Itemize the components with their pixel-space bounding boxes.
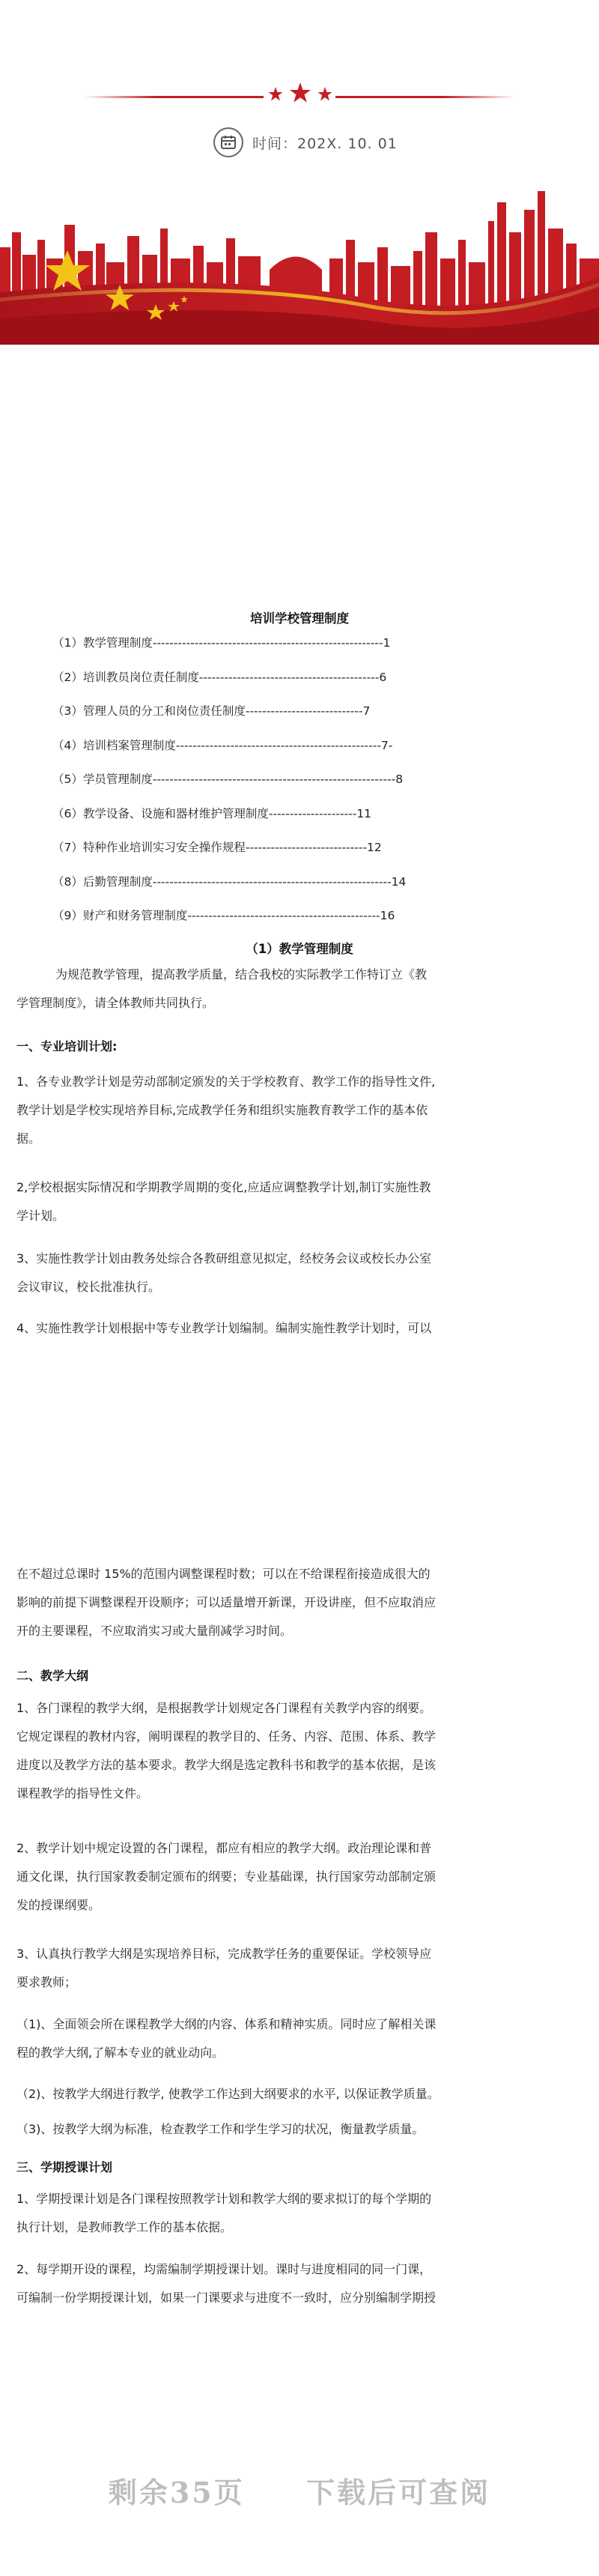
toc-item: （6）教学设备、设施和器材维护管理制度---------------------11	[52, 806, 372, 820]
paragraph-line: 开的主要课程，不应取消实习或大量削减学习时间。	[16, 1624, 293, 1638]
download-hint-label: 下载后可查阅	[306, 2476, 491, 2509]
toc-item: （2）培训教员岗位责任制度-------------------------------------------6	[52, 670, 387, 684]
paragraph-10	[16, 2115, 583, 2144]
footer-download-prompt	[0, 2470, 599, 2511]
paragraph-line: 通文化课，执行国家教委制定颁布的纲要；专业基础课，执行国家劳动部制定颁	[16, 1869, 437, 1884]
document-title: 培训学校管理制度	[250, 611, 349, 626]
paragraph-2	[16, 1173, 583, 1230]
paragraph-line: 会议审议，校长批准执行。	[16, 1280, 161, 1294]
paragraph-line: 它规定课程的教材内容，阐明课程的教学目的、任务、内容、范围、体系、教学	[16, 1729, 437, 1744]
heading-syllabus: 二、教学大纲	[16, 1669, 89, 1683]
skyline-banner	[0, 187, 599, 345]
paragraph-line: 2、每学期开设的课程，均需编制学期授课计划。课时与进度相同的同一门课，	[16, 2262, 432, 2276]
paragraph-3	[16, 1245, 583, 1301]
paragraph-line: 要求教师；	[16, 1975, 77, 1989]
paragraph-line: 程的教学大纲,了解本专业的就业动向。	[16, 2046, 225, 2060]
paragraph-1	[16, 1068, 583, 1153]
paragraph-9	[16, 2080, 583, 2108]
paragraph-line: 执行计划，是教师教学工作的基本依据。	[16, 2220, 233, 2234]
time-row	[213, 126, 398, 159]
paragraph-11	[16, 2185, 583, 2242]
paragraph-line: 课程教学的指导性文件。	[16, 1786, 149, 1801]
heading-training-plan: 一、专业培训计划:	[16, 1039, 118, 1053]
toc-item: （3）管理人员的分工和岗位责任制度----------------------------7	[52, 704, 371, 718]
paragraph-line: 学管理制度》，请全体教师共同执行。	[16, 996, 215, 1010]
paragraph-line: 1、各专业教学计划是劳动部制定颁发的关于学校教育、教学工作的指导性文件,	[16, 1074, 436, 1089]
header-divider-right	[335, 96, 515, 98]
paragraph-line: 3、实施性教学计划由教务处综合各教研组意见拟定，经校务会议或校长办公室	[16, 1251, 432, 1266]
intro-paragraph	[16, 961, 583, 1018]
paragraph-line: 据。	[16, 1131, 41, 1146]
paragraph-line: 在不超过总课时 15%的范围内调整课程时数；可以在不给课程衔接造成很大的	[16, 1567, 431, 1581]
paragraph-line: （3)、按教学大纲为标准，检查教学工作和学生学习的状况，衡量教学质量。	[16, 2122, 425, 2136]
toc-item: （9）财产和财务管理制度----------------------------------------------16	[52, 909, 395, 922]
remaining-pages-label: 剩余35页	[108, 2476, 245, 2509]
paragraph-12	[16, 2255, 583, 2312]
toc-item: （1）教学管理制度-------------------------------------------------------1	[52, 636, 391, 650]
paragraph-line: （1)、全面领会所在课程教学大纲的内容、体系和精神实质。同时应了解相关课	[16, 2017, 437, 2031]
paragraph-7	[16, 1940, 583, 1997]
header-divider-left	[84, 96, 264, 98]
heading-semester-plan: 三、学期授课计划	[16, 2160, 113, 2174]
paragraph-line: 为规范教学管理，提高教学质量，结合我校的实际教学工作特订立《教	[55, 967, 428, 982]
paragraph-6	[16, 1834, 583, 1920]
paragraph-line: 教学计划是学校实现培养目标,完成教学任务和组织实施教育教学工作的基本依	[16, 1103, 428, 1117]
paragraph-line: 学计划。	[16, 1209, 65, 1223]
toc-item: （5）学员管理制度----------------------------------------------------------8	[52, 773, 404, 786]
paragraph-4	[16, 1314, 583, 1343]
toc-item: （4）培训档案管理制度-------------------------------------------------7-	[52, 738, 393, 752]
paragraph-8	[16, 2010, 583, 2067]
calendar-icon	[213, 127, 243, 157]
paragraph-line: 4、实施性教学计划根据中等专业教学计划编制。编制实施性教学计划时，可以	[16, 1321, 432, 1335]
section-title: （1）教学管理制度	[246, 942, 353, 956]
paragraph-line: 3、认真执行教学大纲是实现培养目标，完成教学任务的重要保证。学校领导应	[16, 1947, 432, 1961]
paragraph-line: 1、各门课程的教学大纲，是根据教学计划规定各门课程有关教学内容的纲要。	[16, 1701, 432, 1715]
paragraph-line: 2,学校根据实际情况和学期教学周期的变化,应适应调整教学计划,制订实施性教	[16, 1180, 431, 1194]
paragraph-line: 2、教学计划中规定设置的各门课程，都应有相应的教学大纲。政治理论课和普	[16, 1841, 432, 1855]
paragraph-line: 影响的前提下调整课程开设顺序；可以适量增开新课，开设讲座，但不应取消应	[16, 1595, 437, 1609]
toc-item: （7）特种作业培训实习安全操作规程-----------------------------12	[52, 841, 382, 854]
time-label: 时间：202X. 10. 01	[252, 135, 398, 152]
paragraph-5	[16, 1694, 583, 1808]
paragraph-line: 1、学期授课计划是各门课程按照教学计划和教学大纲的要求拟订的每个学期的	[16, 2192, 432, 2206]
paragraph-line: 发的授课纲要。	[16, 1898, 101, 1912]
toc-item: （8）后勤管理制度---------------------------------------------------------14	[52, 874, 407, 889]
paragraph-line: 进度以及教学方法的基本要求。教学大纲是选定教科书和教学的基本依据，是该	[16, 1758, 437, 1772]
paragraph-line: （2)、按教学大纲进行教学, 使教学工作达到大纲要求的水平, 以保证教学质量。	[16, 2087, 440, 2101]
three-stars-icon	[265, 81, 335, 111]
paragraph-4-continued	[16, 1560, 583, 1645]
paragraph-line: 可编制一份学期授课计划，如果一门课要求与进度不一致时，应分别编制学期授	[16, 2291, 437, 2305]
